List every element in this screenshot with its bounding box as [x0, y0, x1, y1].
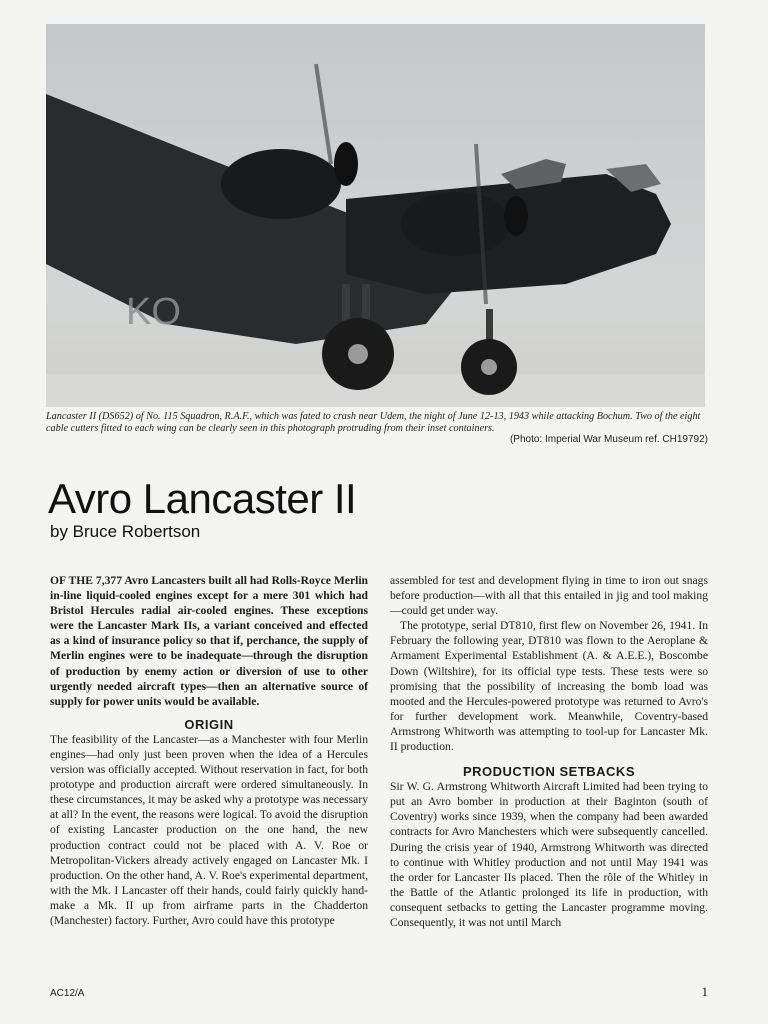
- column-right: [390, 573, 708, 930]
- lead-paragraph: OF THE 7,377 Avro Lancasters built all had Rolls-Royce Merlin in-line liquid-cooled engines except for a mere 301 which had Bristol Hercules radial air-cooled engines. These exceptions were the Lancaster Mark IIs, a variant conceived and effected as a kind of insurance policy so that if, perchance, the supply of Merlin engines were to be inadequate—through the disruption of production by enemy action or diversion of use to other urgently needed aircraft types—then an alternative source of supply for power units would be available.: [50, 574, 368, 708]
- svg-text:KO: KO: [126, 291, 181, 333]
- photo-credit: (Photo: Imperial War Museum ref. CH19792): [509, 434, 708, 445]
- section-heading-origin: ORIGIN: [184, 716, 234, 732]
- origin-paragraph: The feasibility of the Lancaster—as a Manchester with four Merlin engines—had only just been proven when the idea of a Hercules version was officially accepted. Without reservation in fact, for both prototype and production aircraft were ordered simultaneously. In these circumstances, it may be asked why a prototype was necessary at all? In the event, the reasons were logical. To avoid the disruption of existing Lancaster production on the one hand, the new production contract could not be placed with A. V. Roe or Metropolitan-Vickers already actively engaged on Lancaster Mk. I production. On the other hand, A. V. Roe's experimental department, with the Mk. I Lancaster off their hands, could fairly quickly hand-make a Mk. II up from airframe parts in the Chadderton (Manchester) factory. Further, Avro could have this prototype: [50, 732, 368, 927]
- production-paragraph: Sir W. G. Armstrong Whitworth Aircraft Limited had been trying to put an Avro bomber in production at their Baginton (south of Coventry) works since 1939, when the company had been awarded contracts for Avro Manchesters which were subsequently cancelled. During the crisis year of 1940, Armstrong Whitworth was directed to continue with Whitley production and not until May 1941 was the order for Lancaster IIs placed. Then the rôle of the Whitley in the Battle of the Atlantic prolonged its life in production, with consequent setbacks to getting the Lancaster programme moving. Consequently, it was not until March: [390, 780, 708, 929]
- caption-text: Lancaster II (DS652) of No. 115 Squadron, R.A.F., which was fated to crash near Udem, the night of June 12-13, 1943 while attacking Bochum. Two of the eight cable cutters fitted to each wing can be clearly seen in this photograph protruding from their inset containers.: [46, 411, 701, 434]
- article-title: Avro Lancaster II: [48, 475, 357, 522]
- prototype-paragraph: The prototype, serial DT810, first flew on November 26, 1941. In February the following year, DT810 was flown to the Aeroplane & Armament Experimental Establishment (A. & A.E.E.), Boscombe Down (Wiltshire), for its official type tests. These tests were so promising that the possibility of increasing the bomb load was mooted and the Hercules-powered prototype was returned to Avro's for further development work. Meanwhile, Coventry-based Armstrong Whitworth was attempting to tool-up for Lancaster Mk. II production.: [390, 619, 708, 754]
- lancaster-photo: [46, 24, 705, 407]
- article-byline: by Bruce Robertson: [50, 522, 201, 541]
- section-heading-production-setbacks: PRODUCTION SETBACKS: [462, 764, 635, 780]
- column-left: [50, 573, 368, 928]
- continued-paragraph: assembled for test and development flying in time to iron out snags before production—with all that this entailed in jig and tool making—could get under way.: [390, 574, 708, 618]
- page-number: 1: [701, 984, 708, 999]
- footer-code: AC12/A: [50, 988, 85, 999]
- photo-caption: [46, 411, 708, 446]
- lancaster-bomber-photo-icon: [46, 24, 705, 407]
